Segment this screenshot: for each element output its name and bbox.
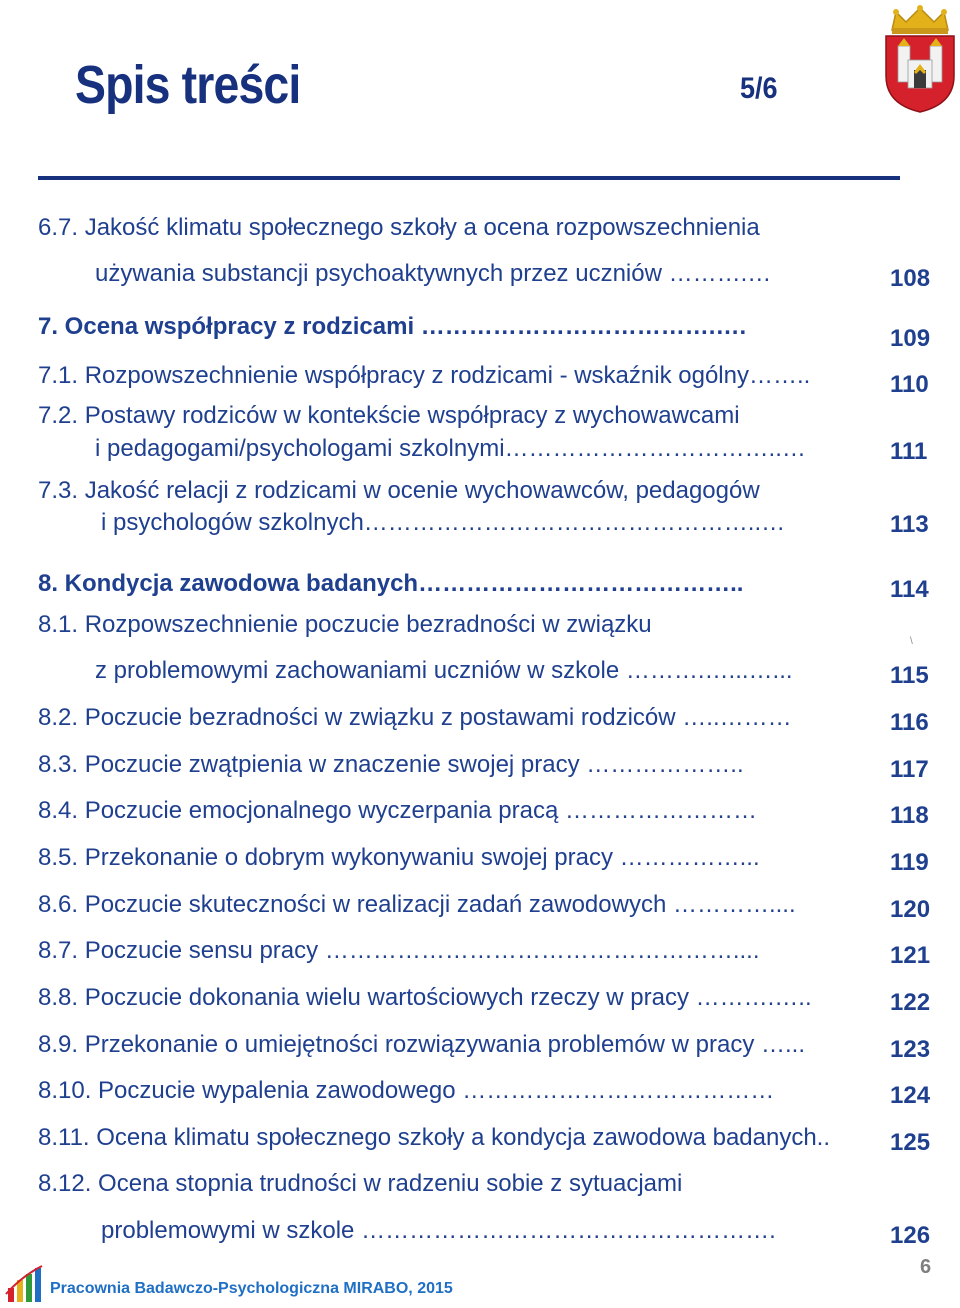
page-indicator: 5/6 (740, 72, 778, 105)
toc-entry-8-3: 8.3. Poczucie zwątpienia w znaczenie swojej pracy ……………….. (38, 751, 744, 778)
toc-entry-8: 8. Kondycja zawodowa badanych………………………………….. (38, 570, 744, 597)
toc-entry-7-3: 7.3. Jakość relacji z rodzicami w ocenie wychowawców, pedagogów (38, 477, 760, 504)
toc-entry-8-4: 8.4. Poczucie emocjonalnego wyczerpania pracą …………………… (38, 797, 757, 824)
toc-entry-8-11: 8.11. Ocena klimatu społecznego szkoły a kondycja zawodowa badanych.. (38, 1124, 831, 1151)
toc-entry-8-2: 8.2. Poczucie bezradności w związku z postawami rodziców …..……… (38, 704, 792, 731)
krakow-crest-icon (882, 4, 958, 114)
toc-entry-8-1-cont: z problemowymi zachowaniami uczniów w szkole ……….…...…... (95, 657, 793, 684)
header-divider (38, 176, 900, 180)
toc-entry-7-3-cont: i psychologów szkolnych…………………………………………..… (101, 509, 786, 536)
footer-organization: Pracownia Badawczo-Psychologiczna MIRABO, 2015 (50, 1280, 453, 1297)
toc-entry-8-7: 8.7. Poczucie sensu pracy …………………………………………….... (38, 937, 760, 964)
slide-number: 6 (920, 1256, 932, 1278)
toc-page-111: 111 (890, 438, 928, 465)
toc-entry-7-2: 7.2. Postawy rodziców w kontekście współpracy z wychowawcami (38, 402, 740, 429)
toc-entry-7-2-cont: i pedagogami/psychologami szkolnymi……………………………..… (95, 435, 806, 462)
toc-page-113: 113 (890, 511, 929, 538)
toc-page-109: 109 (890, 325, 931, 352)
toc-entry-8-6: 8.6. Poczucie skuteczności w realizacji zadań zawodowych ………….... (38, 891, 796, 918)
toc-entry-8-10: 8.10. Poczucie wypalenia zawodowego ………………………………… (38, 1077, 775, 1104)
toc-page-115: 115 (890, 662, 929, 689)
toc-page-121: 121 (890, 942, 931, 969)
toc-entry-7: 7. Ocena współpracy z rodzicami ……………………………….…. (38, 313, 747, 340)
toc-page-125: 125 (890, 1129, 931, 1156)
toc-page-114: 114 (890, 576, 929, 603)
bar-chart-logo-icon (4, 1264, 44, 1304)
toc-page-118: 118 (890, 802, 929, 829)
toc-entry-6-7-cont: używania substancji psychoaktywnych przez uczniów ……….… (95, 260, 772, 287)
page-title: Spis treści (75, 55, 301, 115)
toc-page-119: 119 (890, 849, 929, 876)
toc-page-117: 117 (890, 756, 929, 783)
toc-page-124: 124 (890, 1082, 931, 1109)
toc-entry-8-12-cont: problemowymi w szkole ……………………………………………. (101, 1217, 776, 1244)
toc-entry-6-7: 6.7. Jakość klimatu społecznego szkoły a ocena rozpowszechnienia (38, 214, 760, 241)
toc-entry-8-5: 8.5. Przekonanie o dobrym wykonywaniu swojej pracy ……………... (38, 844, 760, 871)
toc-entry-8-1: 8.1. Rozpowszechnienie poczucie bezradności w związku (38, 611, 652, 638)
toc-entry-8-8: 8.8. Poczucie dokonania wielu wartościowych rzeczy w pracy ……….….. (38, 984, 812, 1011)
toc-entry-8-9: 8.9. Przekonanie o umiejętności rozwiązywania problemów w pracy …... (38, 1031, 806, 1058)
toc-page-108: 108 (890, 265, 931, 292)
toc-page-122: 122 (890, 989, 931, 1016)
toc-page-123: 123 (890, 1036, 931, 1063)
toc-page-120: 120 (890, 896, 931, 923)
toc-page-126: 126 (890, 1222, 931, 1249)
toc-page-110: 110 (890, 371, 929, 398)
toc-entry-7-1: 7.1. Rozpowszechnienie współpracy z rodzicami - wskaźnik ogólny…….. (38, 362, 811, 389)
toc-entry-8-12: 8.12. Ocena stopnia trudności w radzeniu sobie z sytuacjami (38, 1170, 683, 1197)
stray-mark: \ (910, 636, 913, 647)
toc-page-116: 116 (890, 709, 929, 736)
